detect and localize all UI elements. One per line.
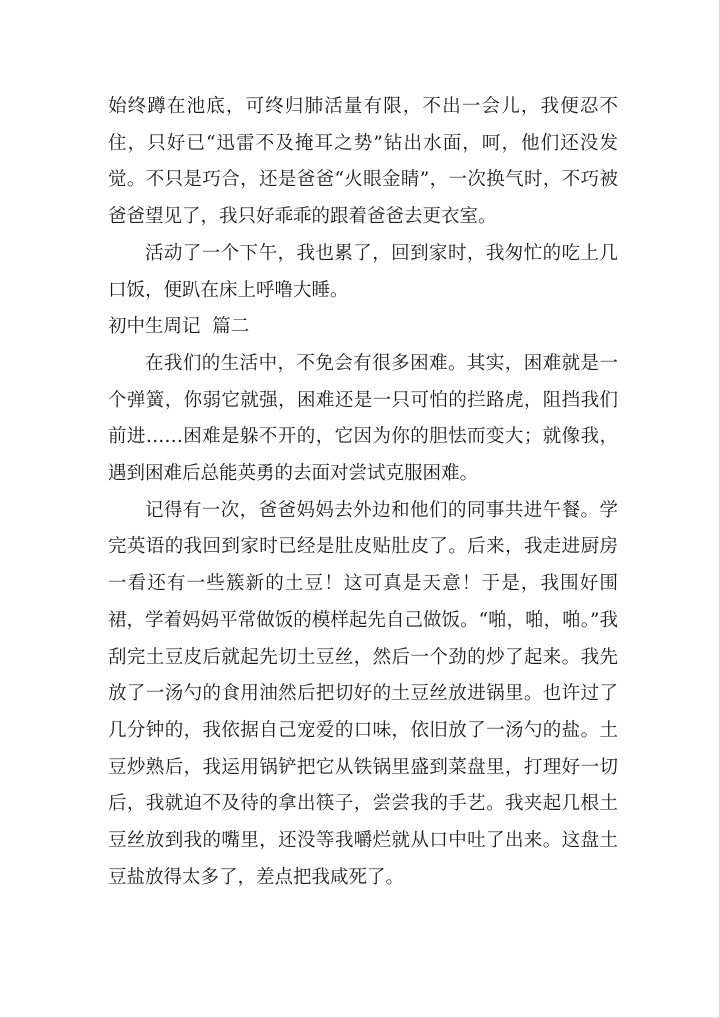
body-paragraph: 始终蹲在池底，可终归肺活量有限，不出一会儿，我便忍不住，只好已“迅雷不及掩耳之势”钻出水面，呵，他们还没发觉。不只是巧合，还是爸爸“火眼金睛”，一次换气时，不巧被爸爸望见了，我只好乖乖的跟着爸爸去更衣室。 [108, 96, 618, 228]
document-body [108, 89, 618, 896]
body-paragraph: 记得有一次，爸爸妈妈去外边和他们的同事共进午餐。学完英语的我回到家时已经是肚皮贴肚皮了。后来，我走进厨房一看还有一些簇新的土豆！这可真是天意！于是，我围好围裙，学着妈妈平常做饭的模样起先自己做饭。“啪，啪，啪。”我刮完土豆皮后就起先切土豆丝，然后一个劲的炒了起来。我先放了一汤勺的食用油然后把切好的土豆丝放进锅里。也许过了几分钟的，我依据自己宠爱的口味，依旧放了一汤勺的盐。土豆炒熟后，我运用锅铲把它从铁锅里盛到菜盘里，打理好一切后，我就迫不及待的拿出筷子，尝尝我的手艺。我夹起几根土豆丝放到我的嘴里，还没等我嚼烂就从口中吐了出来。这盘土豆盐放得太多了，差点把我咸死了。 [108, 499, 618, 888]
body-paragraph: 在我们的生活中，不免会有很多困难。其实，困难就是一个弹簧，你弱它就强，困难还是一只可怕的拦路虎，阻挡我们前进……困难是躲不开的，它因为你的胆怯而变大；就像我，遇到困难后总能英勇的去面对尝试克服困难。 [108, 352, 618, 485]
body-paragraph: 活动了一个下午，我也累了，回到家时，我匆忙的吃上几口饭，便趴在床上呼噜大睡。 [108, 242, 618, 301]
section-heading: 初中生周记 篇二 [108, 316, 250, 338]
